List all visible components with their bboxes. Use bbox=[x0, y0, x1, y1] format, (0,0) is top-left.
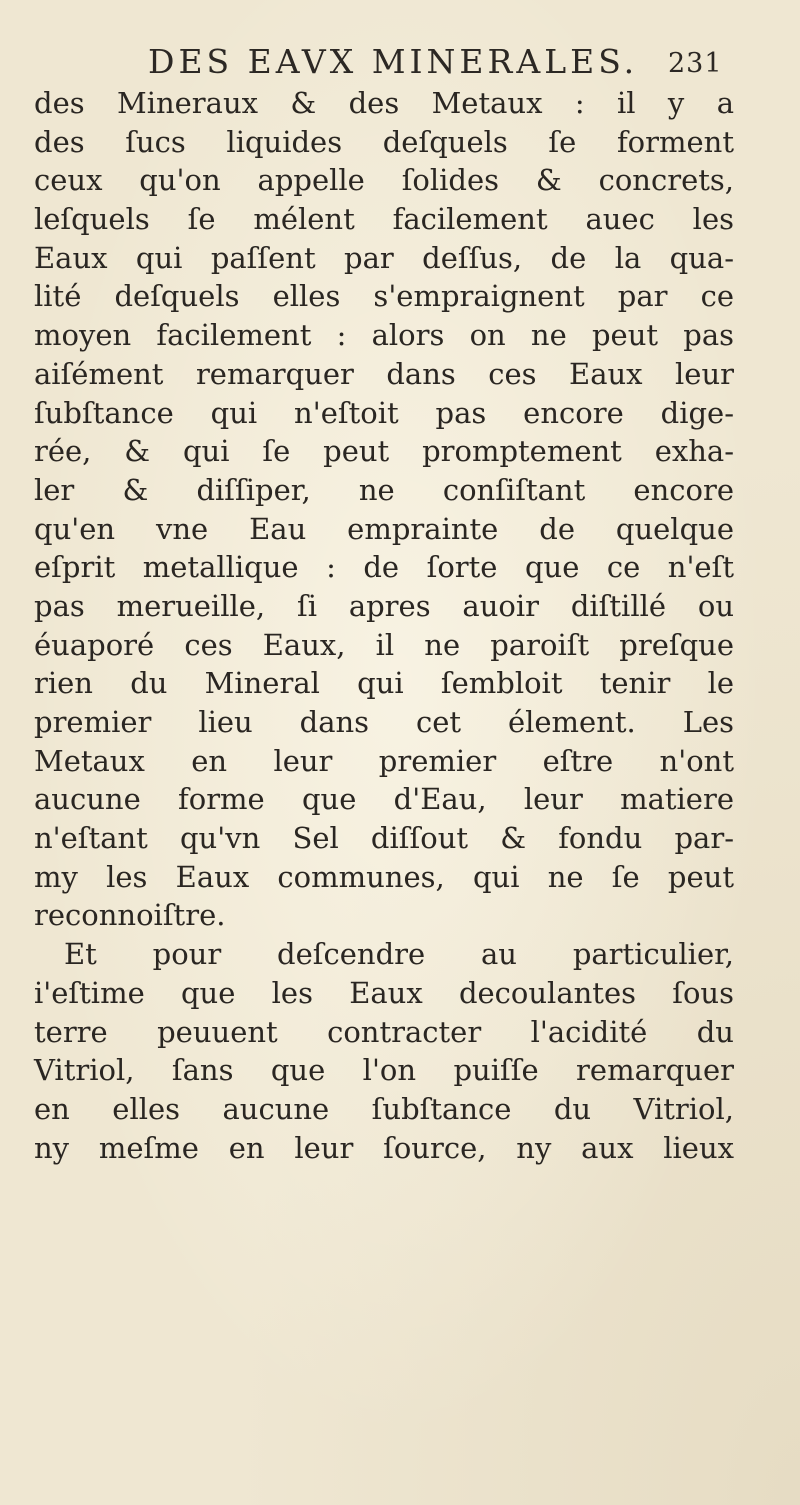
text-line: moyen facilement : alors on ne peut pas bbox=[34, 318, 734, 353]
body-text bbox=[34, 84, 734, 1167]
text-line: my les Eaux communes, qui ne ſe peut bbox=[34, 859, 734, 894]
text-line: i'eſtime que les Eaux decoulantes ſous bbox=[34, 975, 734, 1010]
page-number: 231 bbox=[668, 48, 723, 79]
paragraph-end-line: reconnoiſtre. bbox=[34, 898, 226, 933]
text-line: Metaux en leur premier eſtre n'ont bbox=[34, 743, 734, 778]
text-line: aucune forme que d'Eau, leur matiere bbox=[34, 782, 734, 817]
text-line: rien du Mineral qui ſembloit tenir le bbox=[34, 666, 734, 701]
text-line: premier lieu dans cet élement. Les bbox=[34, 705, 734, 739]
text-line: éuaporé ces Eaux, il ne paroiſt preſque bbox=[34, 627, 734, 662]
text-line: Eaux qui paſſent par deſſus, de la qua- bbox=[34, 240, 734, 275]
text-line: des Mineraux & des Metaux : il y a bbox=[34, 86, 734, 120]
text-line: lité deſquels elles s'empraignent par ce bbox=[34, 279, 734, 314]
text-line: aiſément remarquer dans ces Eaux leur bbox=[34, 356, 734, 391]
text-line: terre peuuent contracter l'acidité du bbox=[34, 1014, 734, 1049]
running-title: DES EAVX MINERALES. bbox=[148, 42, 639, 81]
text-line: ceux qu'on appelle ſolides & concrets, bbox=[34, 163, 734, 198]
text-line: qu'en vne Eau emprainte de quelque bbox=[34, 511, 734, 546]
paragraph-start-line: Et pour deſcendre au particulier, bbox=[64, 937, 734, 972]
text-line: ler & diſſiper, ne conſiſtant encore bbox=[34, 472, 734, 507]
text-line: n'eſtant qu'vn Sel diſſout & fondu par- bbox=[34, 821, 734, 856]
text-line: eſprit metallique : de ſorte que ce n'eſt bbox=[34, 550, 734, 585]
text-line: leſquels ſe mélent facilement auec les bbox=[34, 202, 734, 237]
text-line: pas merueille, ſi apres auoir diſtillé ou bbox=[34, 588, 734, 623]
text-line: ſubſtance qui n'eſtoit pas encore dige- bbox=[34, 395, 734, 430]
text-line: rée, & qui ſe peut promptement exha- bbox=[34, 434, 734, 469]
text-line: Vitriol, ſans que l'on puiſſe remarquer bbox=[34, 1053, 734, 1088]
text-line: ny meſme en leur ſource, ny aux lieux bbox=[34, 1130, 734, 1165]
text-line: des ſucs liquides deſquels ſe forment bbox=[34, 124, 734, 159]
text-line: en elles aucune ſubſtance du Vitriol, bbox=[34, 1091, 734, 1126]
